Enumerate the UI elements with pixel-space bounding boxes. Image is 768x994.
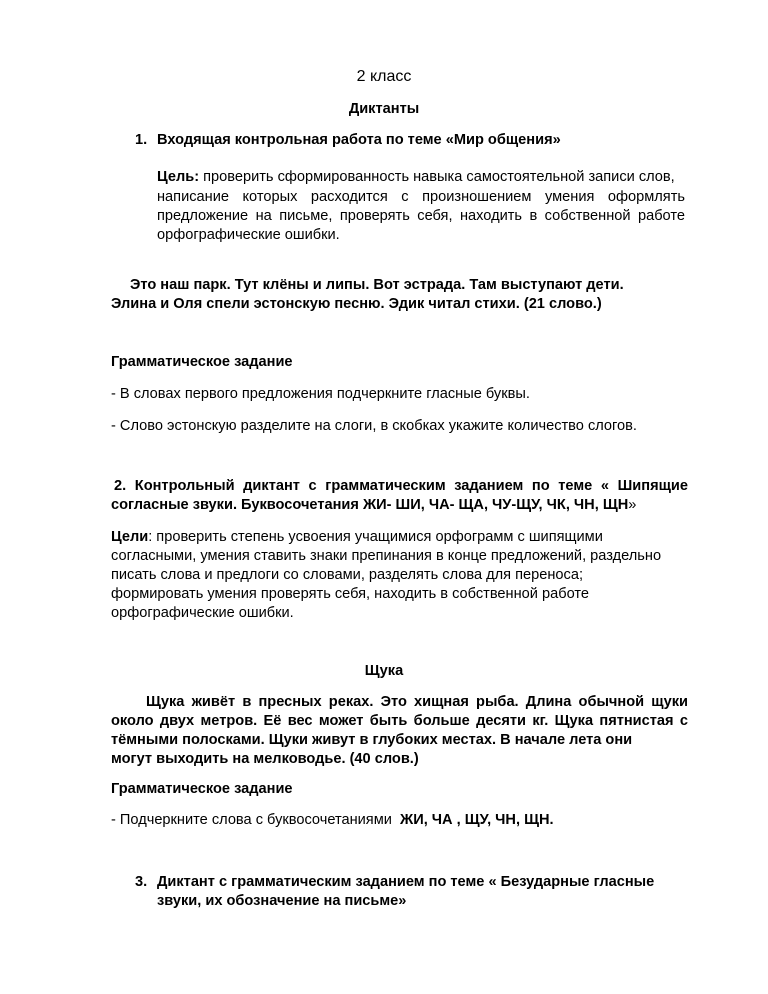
section2-task-prefix: - Подчеркните слова с буквосочетаниями	[111, 812, 392, 828]
section2-dictation-line-2: около двух метров. Её вес может быть больше десяти кг. Щука пятнистая с	[111, 713, 688, 729]
section2-heading-line-1: 2. Контрольный диктант с грамматическим заданием по теме « Шипящие	[114, 478, 688, 494]
section2-goal-line-3: писать слова и предлоги со словами, разделять слова для переноса;	[111, 567, 584, 583]
section2-heading-line-2	[111, 495, 636, 515]
section3-number: 3.	[135, 874, 148, 890]
section1-goal-label: Цель:	[157, 169, 200, 185]
section1-goal-line-3: предложение на письме, проверять себя, находить в собственной работе	[157, 208, 685, 224]
section2-goal-line-5: орфографические ошибки.	[111, 605, 294, 621]
section2-dictation-line-4: могут выходить на мелководье. (40 слов.)	[111, 751, 419, 767]
section1-task-1: - В словах первого предложения подчеркните гласные буквы.	[111, 386, 530, 402]
section1-goal-line-1	[157, 167, 675, 187]
section1-dictation-line-1: Это наш парк. Тут клёны и липы. Вот эстрада. Там выступают дети.	[130, 277, 624, 293]
section2-task-letters: ЖИ, ЧА , ЩУ, ЧН, ЩН.	[400, 812, 554, 828]
section1-number: 1.	[135, 132, 148, 148]
section2-goal-line-2: согласными, умения ставить знаки препинания в конце предложений, раздельно	[111, 548, 662, 564]
section2-dictation-title: Щука	[364, 663, 404, 679]
section2-goal-text-1: : проверить степень усвоения учащимися орфограмм с шипящими	[148, 529, 603, 545]
document-title: Диктанты	[348, 101, 420, 117]
section2-heading-text-2: согласные звуки. Буквосочетания ЖИ- ШИ, ЧА- ЩА, ЧУ-ЩУ, ЧК, ЧН, ЩН	[111, 497, 629, 513]
section1-grammar-title: Грамматическое задание	[111, 354, 293, 370]
section2-dictation-line-3: тёмными полосками. Щуки живут в глубоких местах. В начале лета они	[111, 732, 633, 748]
section1-task-2: - Слово эстонскую разделите на слоги, в скобках укажите количество слогов.	[111, 418, 637, 434]
section2-goal-line-1	[111, 527, 603, 547]
section2-grammar-title: Грамматическое задание	[111, 781, 293, 797]
section1-heading: Входящая контрольная работа по теме «Мир общения»	[157, 132, 561, 148]
section3-heading-line-2: звуки, их обозначение на письме»	[157, 893, 407, 909]
section2-goal-label: Цели	[111, 529, 149, 545]
section1-goal-line-2: написание которых расходится с произношением умения оформлять	[157, 189, 685, 205]
section2-dictation-line-1: Щука живёт в пресных реках. Это хищная рыба. Длина обычной щуки	[146, 694, 688, 710]
section1-goal-text-1: проверить сформированность навыка самостоятельной записи слов,	[203, 169, 675, 185]
section1-dictation-line-2: Элина и Оля спели эстонскую песню. Эдик читал стихи. (21 слово.)	[111, 296, 602, 312]
section2-task	[111, 810, 554, 830]
section2-heading-end: »	[628, 497, 637, 513]
grade-label: 2 класс	[356, 68, 412, 85]
section2-goal-line-4: формировать умения проверять себя, находить в собственной работе	[111, 586, 590, 602]
section3-heading-line-1: Диктант с грамматическим заданием по теме « Безударные гласные	[157, 874, 655, 890]
section1-goal-line-4: орфографические ошибки.	[157, 227, 340, 243]
